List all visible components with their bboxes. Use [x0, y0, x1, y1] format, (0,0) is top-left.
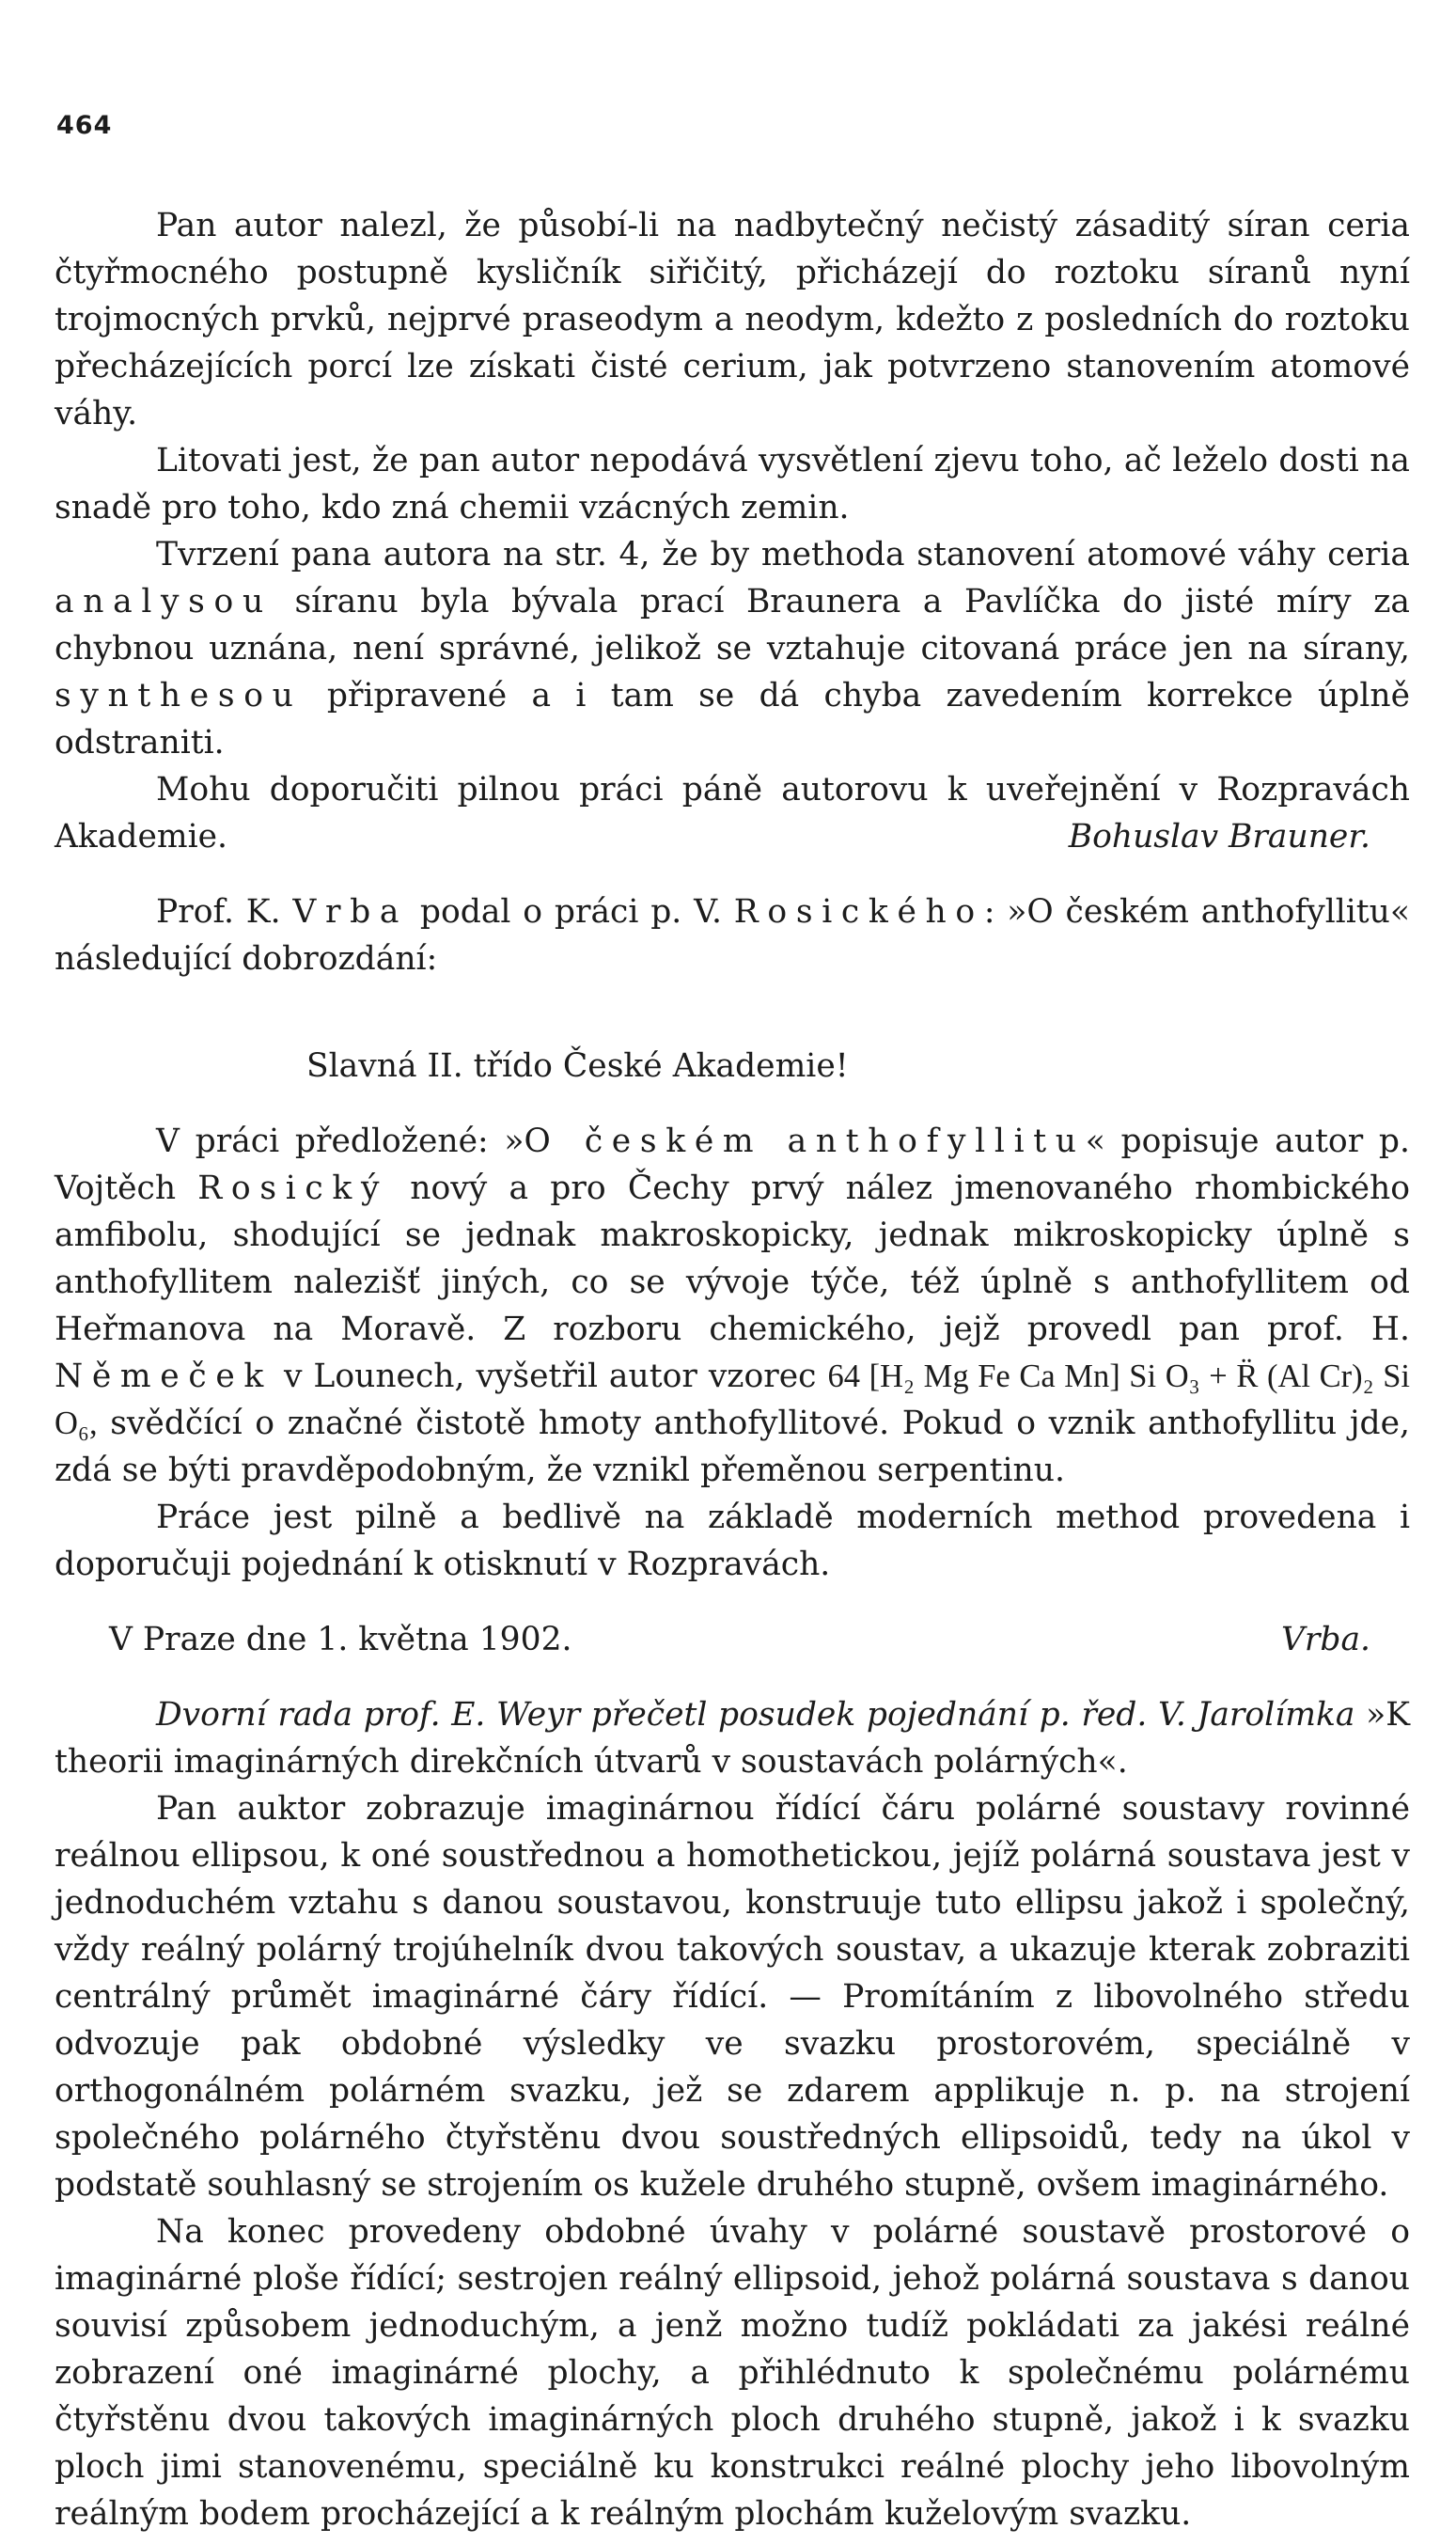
- signature-vrba: Vrba.: [1280, 1621, 1370, 1658]
- text-run: Tvrzení pana autora na str. 4, že by methoda stanovení atomové váhy ceria: [156, 536, 1410, 573]
- document-body: [55, 202, 1410, 2537]
- text-run: »K theorii imaginárných direkčních útvarů v soustavách polárných«.: [55, 1696, 1410, 1781]
- text-run: v Lounech, vyšetřil autor vzorec: [273, 1358, 817, 1395]
- review3-intro: [55, 1691, 1410, 1785]
- spaced-word: analysou: [55, 583, 273, 620]
- review1-paragraph-3: [55, 531, 1410, 766]
- text-run: připravené a i tam se dá chyba zavedením korrekce úplně odstraniti.: [55, 677, 1410, 762]
- text-run: V práci předložené: »: [156, 1123, 524, 1160]
- signature-brauner: Bohuslav Brauner.: [1068, 818, 1370, 856]
- spaced-word: Němeček: [55, 1358, 274, 1395]
- salutation: Slavná II. třído České Akademie!: [306, 1047, 849, 1085]
- text-run: : »O českém anthofyllitu« následující dobrozdání:: [55, 893, 1410, 978]
- spaced-word: synthesou: [55, 677, 303, 715]
- italic-run: Dvorní rada prof. E. Weyr přečetl posudek pojednání p. řed. V. Jarolímka: [156, 1696, 1355, 1734]
- text-run: síranu byla bývala prací Braunera a Pavlíčka do jisté míry za chybnou uznána, není správné, jelikož se vztahuje citovaná práce jen na sírany,: [55, 583, 1410, 667]
- review3-paragraph-1: Pan auktor zobrazuje imaginárnou řídící čáru polárné soustavy rovinné reálnou ellipsou, k oné soustřednou a homothetickou, jejíž polárná soustava jest v jednoduchém vztahu s danou soustavou, konstruuje tuto ellipsu jakož i společný, vždy reálný polárný trojúhelník dvou takových soustav, a ukazuje kterak zobraziti centrálný průmět imaginárné čáry řídící. — Promítáním z libovolného středu odvozuje pak obdobné výsledky ve svazku prostorovém, speciálně v orthogonálném polárném svazku, jež se zdarem applikuje n. p. na strojení společného polárného čtyřstěnu dvou soustředných ellipsoidů, tedy na úkol v podstatě souhlasný se strojením os kužele druhého stupně, ovšem imaginárného.: [55, 1790, 1410, 2204]
- page-number: 464: [56, 111, 113, 140]
- review1-paragraph-1: Pan autor nalezl, že působí-li na nadbytečný nečistý zásaditý síran ceria čtyřmocného postupně kysličník siřičitý, přicházejí do roztoku síranů nyní trojmocných prvků, nejprvé praseodym a neodym, kdežto z posledních do roztoku přecházejících porcí lze získati čisté cerium, jak potvrzeno stanovením atomové váhy.: [55, 207, 1410, 432]
- date-text: V Praze dne 1. května 1902.: [109, 1621, 572, 1658]
- spaced-word: Vrba: [292, 893, 409, 931]
- review1-paragraph-4: [55, 766, 1410, 860]
- text-run: « popisuje autor p. Vojtěch: [55, 1123, 1410, 1207]
- text-run: Prof. K.: [156, 893, 293, 931]
- text-run: nový a pro Čechy prvý nález jmenovaného rhombického amfibolu, shodující se jednak makroskopicky, jednak mikroskopicky úplně s anthofyllitem nalezišť jiných, co se vývoje týče, též úplně s anthofyllitem od Heřmanova na Moravě. Z rozboru chemického, jejž provedl pan prof. H.: [55, 1170, 1410, 1348]
- review3-paragraph-2: Na konec provedeny obdobné úvahy v polárné soustavě prostorové o imaginárné ploše řídící; sestrojen reálný ellipsoid, jehož polárná soustava s danou souvisí způsobem jednoduchým, a jenž možno tudíž pokládati za jakési reálné zobrazení oné imaginárné plochy, a přihlédnuto k společnému polárnému čtyřstěnu dvou takových imaginárných ploch druhého stupně, jakož i k svazku ploch jimi stanovenému, speciálně ku konstrukci reálné plochy jeho libovolným reálným bodem procházející a k reálným plochám kuželovým svazku.: [55, 2213, 1410, 2533]
- review2-intro: [55, 888, 1410, 982]
- review1-paragraph-2: Litovati jest, že pan autor nepodává vysvětlení zjevu toho, ač leželo dosti na snadě pro toho, kdo zná chemii vzácných zemin.: [55, 442, 1410, 526]
- spaced-word: Rosického: [733, 893, 984, 931]
- text-run: Mohu doporučiti pilnou práci páně autorovu k uveřejnění v Rozpravách Akademie.: [55, 771, 1410, 856]
- text-run: svědčící o značné čistotě hmoty anthofyllitové. Pokud o vznik anthofyllitu jde, zdá se býti pravděpodobným, že vznikl přeměnou serpentinu.: [55, 1405, 1410, 1489]
- spaced-word: Rosický: [197, 1170, 389, 1207]
- spaced-word: O českém anthofyllitu: [524, 1123, 1086, 1160]
- text-run: podal o práci p. V.: [408, 893, 734, 931]
- review2-dateline: [55, 1616, 1410, 1663]
- review2-paragraph-2: Práce jest pilně a bedlivě na základě moderních method provedena i doporučuji pojednání k otisknutí v Rozpravách.: [55, 1499, 1410, 1583]
- review2-paragraph-1: [55, 1118, 1410, 1494]
- formula-text: 64 [H₂ Mg Fe Ca Mn] Si O₃ + R̈ (Al Cr)₂ Si O₆,: [55, 1358, 1411, 1441]
